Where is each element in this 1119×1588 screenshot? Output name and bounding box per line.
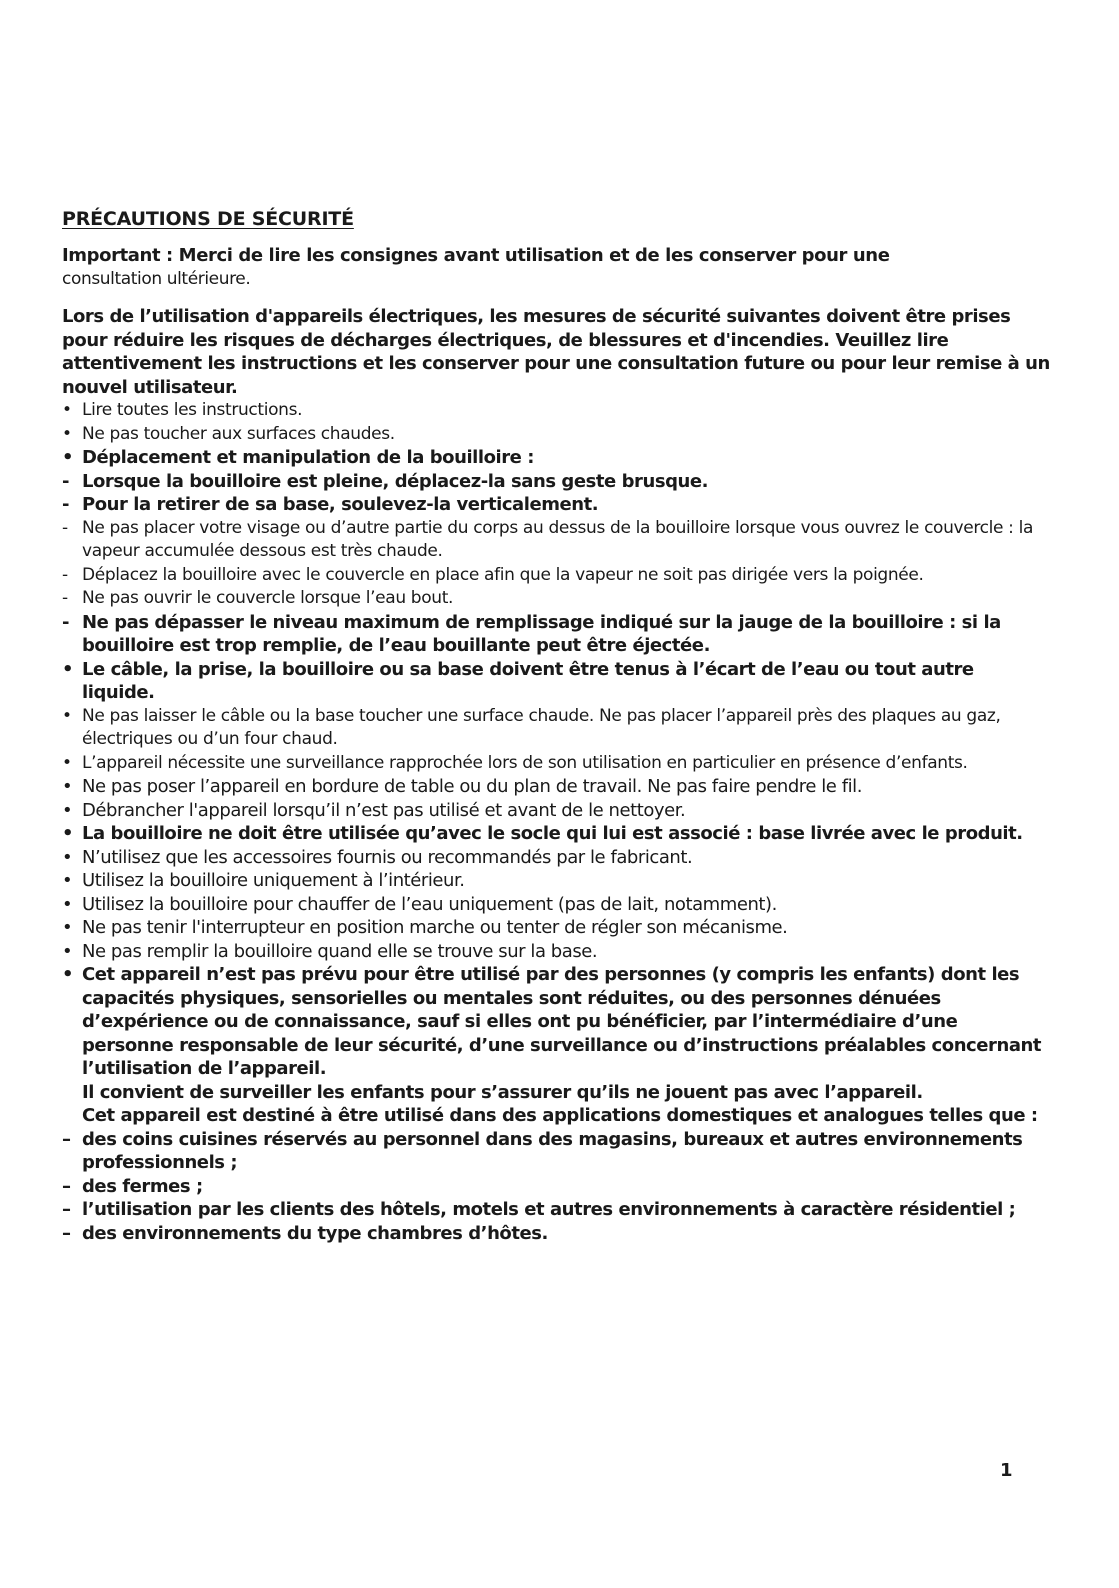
list-marker: •: [62, 846, 73, 868]
list-item-text: La bouilloire ne doit être utilisée qu’avec le socle qui lui est associé : base livrée avec le produit.: [82, 823, 1023, 844]
list-marker: •: [62, 823, 74, 844]
list-item-text: Pour la retirer de sa base, soulevez-la verticalement.: [82, 494, 599, 515]
list-marker: •: [62, 705, 72, 726]
list-item: [62, 916, 1052, 940]
list-marker: –: [62, 1175, 71, 1197]
list-item-text: Ne pas dépasser le niveau maximum de remplissage indiqué sur la jauge de la bouilloire : si la bouilloire est trop remplie, de l’eau bouillante peut être éjectée.: [82, 611, 1001, 656]
page-number: 1: [1000, 1460, 1013, 1481]
important-note-regular: consultation ultérieure.: [62, 269, 251, 289]
precautions-list: [62, 399, 1052, 1245]
list-item: [62, 1222, 1052, 1246]
list-item: [62, 1198, 1052, 1222]
important-note: [62, 244, 1052, 291]
list-marker: •: [62, 799, 73, 821]
list-item-text: Il convient de surveiller les enfants pour s’assurer qu’ils ne jouent pas avec l’appareil.: [82, 1081, 923, 1103]
list-item-text: Débrancher l'appareil lorsqu’il n’est pas utilisé et avant de le nettoyer.: [82, 799, 686, 821]
list-item: [62, 658, 1052, 705]
list-item: [62, 446, 1052, 470]
list-marker: –: [62, 1222, 71, 1244]
list-item: [62, 869, 1052, 893]
list-marker: -: [62, 470, 70, 492]
list-item: [62, 846, 1052, 870]
list-item: [62, 493, 1052, 517]
list-item-text: L’appareil nécessite une surveillance rapprochée lors de son utilisation en particulier en présence d’enfants.: [82, 752, 968, 773]
list-item: [62, 423, 1052, 447]
list-item-text: Ne pas laisser le câble ou la base toucher une surface chaude. Ne pas placer l’appareil près des plaques au gaz, électriques ou d’un four chaud.: [82, 705, 1001, 749]
list-item: [62, 940, 1052, 964]
list-marker: -: [62, 588, 68, 608]
list-item: [62, 1128, 1052, 1175]
list-item: [62, 705, 1052, 752]
list-item-text: Déplacement et manipulation de la bouilloire :: [82, 447, 534, 468]
list-marker: -: [62, 564, 68, 585]
list-marker: •: [62, 870, 73, 891]
list-item-text: Ne pas toucher aux surfaces chaudes.: [82, 423, 395, 444]
list-item-text: Cet appareil n’est pas prévu pour être utilisé par des personnes (y compris les enfants) dont les capacités physiques, sensorielles ou mentales sont réduites, ou des personnes dénuées d’expérience ou de connaissance, sauf si elles ont pu bénéficier, par l’intermédiaire d’une personne responsable de leur sécurité, d’une surveillance ou d’instructions préalables concernant l’utilisation de l’appareil.: [82, 964, 1042, 1079]
list-marker: •: [62, 893, 73, 915]
list-item-text: Utilisez la bouilloire pour chauffer de l’eau uniquement (pas de lait, notamment).: [82, 893, 777, 915]
list-item-text: Ne pas placer votre visage ou d’autre partie du corps au dessus de la bouilloire lorsque vous ouvrez le couvercle : la vapeur accumulée dessous est très chaude.: [82, 517, 1034, 561]
list-item-text: des coins cuisines réservés au personnel dans des magasins, bureaux et autres environnements professionnels ;: [82, 1128, 1023, 1173]
list-item-text: Ne pas remplir la bouilloire quand elle se trouve sur la base.: [82, 940, 598, 962]
list-item: [62, 564, 1052, 588]
list-marker: •: [62, 940, 73, 962]
list-item: [62, 963, 1052, 1081]
list-marker: •: [62, 447, 74, 468]
list-item: [62, 893, 1052, 917]
list-marker: •: [62, 423, 72, 444]
list-item: [62, 775, 1052, 799]
list-marker: •: [62, 917, 73, 938]
list-marker: •: [62, 400, 72, 420]
list-item: [62, 587, 1052, 611]
document-page: [62, 206, 1052, 1245]
list-item: [62, 1175, 1052, 1199]
list-marker: •: [62, 964, 74, 985]
list-marker: •: [62, 658, 74, 680]
list-item-text: Déplacez la bouilloire avec le couvercle en place afin que la vapeur ne soit pas dirigée vers la poignée.: [82, 564, 924, 585]
list-marker: •: [62, 776, 73, 797]
list-item-text: Ne pas poser l’appareil en bordure de table ou du plan de travail. Ne pas faire pendre le fil.: [82, 776, 862, 797]
list-item: [62, 752, 1052, 776]
page-title: PRÉCAUTIONS DE SÉCURITÉ: [62, 208, 354, 230]
list-item: [62, 470, 1052, 494]
list-item-text: Le câble, la prise, la bouilloire ou sa base doivent être tenus à l’écart de l’eau ou tout autre liquide.: [82, 658, 974, 703]
list-item-text: Lorsque la bouilloire est pleine, déplacez-la sans geste brusque.: [82, 470, 709, 492]
list-item-text: des fermes ;: [82, 1175, 203, 1197]
list-item-text: l’utilisation par les clients des hôtels, motels et autres environnements à caractère résidentiel ;: [82, 1199, 1016, 1220]
list-marker: –: [62, 1128, 71, 1150]
intro-paragraph: Lors de l’utilisation d'appareils électriques, les mesures de sécurité suivantes doivent être prises pour réduire les risques de décharges électriques, de blessures et d'incendies. Veuillez lire attentivement les instructions et les conserver pour une consultation future ou pour leur remise à un nouvel utilisateur.: [62, 306, 1050, 398]
list-marker: -: [62, 611, 70, 633]
list-item-text: Lire toutes les instructions.: [82, 400, 303, 420]
list-item: [62, 611, 1052, 658]
list-marker: •: [62, 752, 72, 773]
list-item-text: des environnements du type chambres d’hôtes.: [82, 1222, 548, 1244]
list-item-text: Ne pas tenir l'interrupteur en position marche ou tenter de régler son mécanisme.: [82, 917, 788, 938]
list-item: [62, 822, 1052, 846]
list-marker: –: [62, 1199, 71, 1220]
important-note-bold: Important : Merci de lire les consignes avant utilisation et de les conserver pour une: [62, 245, 890, 266]
list-item-text: Cet appareil est destiné à être utilisé dans des applications domestiques et analogues telles que :: [82, 1105, 1038, 1126]
list-item: [62, 799, 1052, 823]
list-marker: -: [62, 494, 70, 515]
list-item: [62, 1104, 1052, 1128]
list-item: [62, 517, 1052, 564]
list-item-text: N’utilisez que les accessoires fournis ou recommandés par le fabricant.: [82, 846, 693, 868]
list-item-text: Ne pas ouvrir le couvercle lorsque l’eau bout.: [82, 588, 454, 608]
list-marker: -: [62, 517, 68, 538]
list-item-text: Utilisez la bouilloire uniquement à l’intérieur.: [82, 870, 465, 891]
list-item: [62, 1081, 1052, 1105]
list-item: [62, 399, 1052, 423]
